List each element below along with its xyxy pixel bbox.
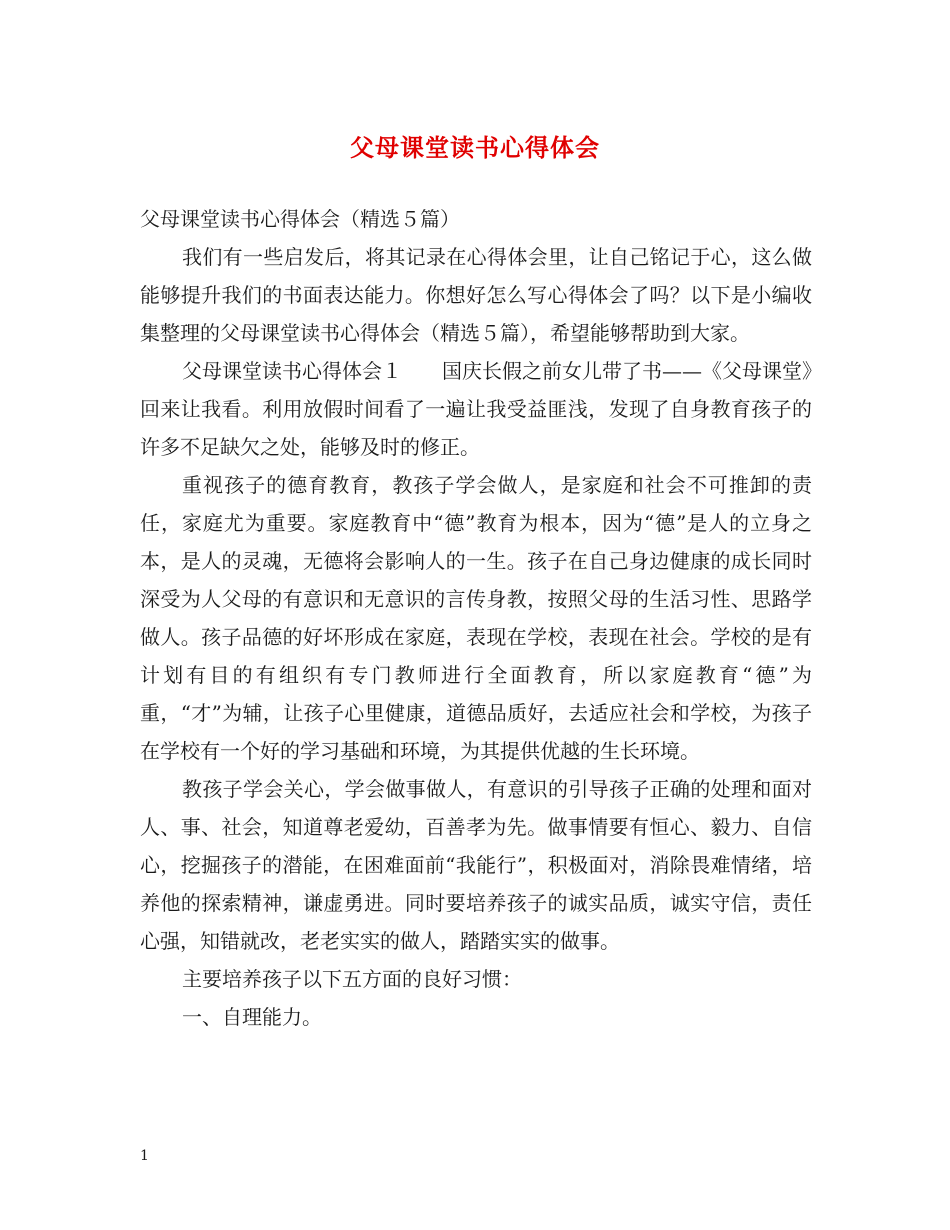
document-subtitle: 父母课堂读书心得体会（精选５篇）: [140, 207, 460, 231]
paragraph-teach-caring: 教孩子学会关心，学会做事做人，有意识的引导孩子正确的处理和面对人、事、社会，知道尊老爱幼，百善孝为先。做事情要有恒心、毅力、自信心，挖掘孩子的潜能，在困难面前“我能行”，积极面对，消除畏难情绪，培养他的探索精神，谦虚勇进。同时要培养孩子的诚实品质，诚实守信，责任心强，知错就改，老老实实的做人，踏踏实实的做事。: [140, 777, 812, 953]
paragraph-five-habits: 主要培养孩子以下五方面的良好习惯：: [182, 967, 522, 991]
paragraph-moral-education: 重视孩子的德育教育，教孩子学会做人，是家庭和社会不可推卸的责任，家庭尤为重要。家庭教育中“德”教育为根本，因为“德”是人的立身之本，是人的灵魂，无德将会影响人的一生。孩子在自己身边健康的成长同时深受为人父母的有意识和无意识的言传身教，按照父母的生活习性、思路学做人。孩子品德的好坏形成在家庭，表现在学校，表现在社会。学校的是有计划有目的有组织有专门教师进行全面教育，所以家庭教育“德”为重，“才”为辅，让孩子心里健康，道德品质好，去适应社会和学校，为孩子在学校有一个好的学习基础和环境，为其提供优越的生长环境。: [140, 473, 812, 763]
paragraph-article-1-start: 父母课堂读书心得体会１ 国庆长假之前女儿带了书——《父母课堂》回来让我看。利用放假时间看了一遍让我受益匪浅，发现了自身教育孩子的许多不足缺欠之处，能够及时的修正。: [140, 359, 812, 459]
document-title: 父母课堂读书心得体会: [350, 133, 600, 162]
paragraph-intro: 我们有一些启发后，将其记录在心得体会里，让自己铭记于心，这么做能够提升我们的书面表达能力。你想好怎么写心得体会了吗？以下是小编收集整理的父母课堂读书心得体会（精选５篇），希望能够帮助到大家。: [140, 245, 812, 345]
paragraph-self-care: 一、自理能力。: [182, 1005, 322, 1029]
document-body: [140, 200, 812, 1036]
page-number: 1: [140, 1148, 149, 1164]
